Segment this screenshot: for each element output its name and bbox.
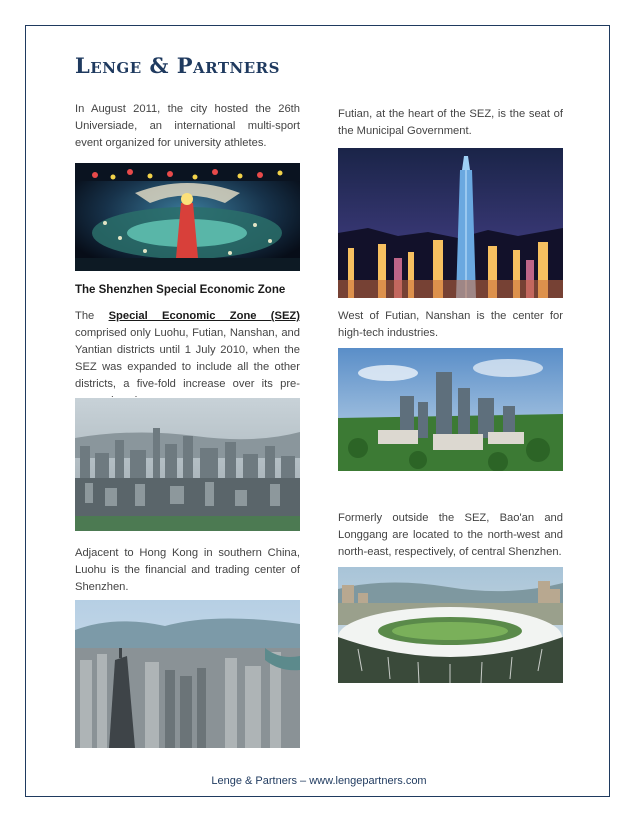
sez-term: Special Economic Zone (SEZ)	[108, 310, 300, 322]
sez-section-heading: The Shenzhen Special Economic Zone	[75, 284, 286, 296]
sez-paragraph-body: comprised only Luohu, Futian, Nanshan, and Yantian districts until 1 July 2010, when the SEZ was expanded to include all the other districts, a five-fold increase over its pre-	[75, 327, 300, 390]
sez-paragraph-intro: The	[75, 310, 109, 322]
universiade-paragraph: In August 2011, the city hosted the 26th Universiade, an international multi-sport event organized for university athletes.	[75, 103, 300, 149]
nanshan-paragraph: West of Futian, Nanshan is the center for high-tech industries.	[338, 310, 563, 339]
futian-paragraph: Futian, at the heart of the SEZ, is the seat of the Municipal Government.	[338, 108, 563, 137]
baoan-longgang-paragraph: Formerly outside the SEZ, Bao'an and Longgang are located to the north-west and north-east, respectively, of central Shenzhen.	[338, 512, 563, 558]
universiade-photo	[75, 163, 300, 271]
nanshan-photo	[338, 348, 563, 471]
luohu-paragraph: Adjacent to Hong Kong in southern China, Luohu is the financial and trading center of Shenzhen.	[75, 547, 300, 593]
shenzhen-skyline-photo	[75, 398, 300, 531]
sez-paragraph	[75, 308, 300, 410]
luohu-photo	[75, 600, 300, 748]
page-title: Lenge & Partners	[75, 53, 280, 78]
stadium-photo	[338, 567, 563, 683]
page-footer: Lenge & Partners – www.lengepartners.com	[211, 775, 427, 787]
futian-night-photo	[338, 148, 563, 298]
